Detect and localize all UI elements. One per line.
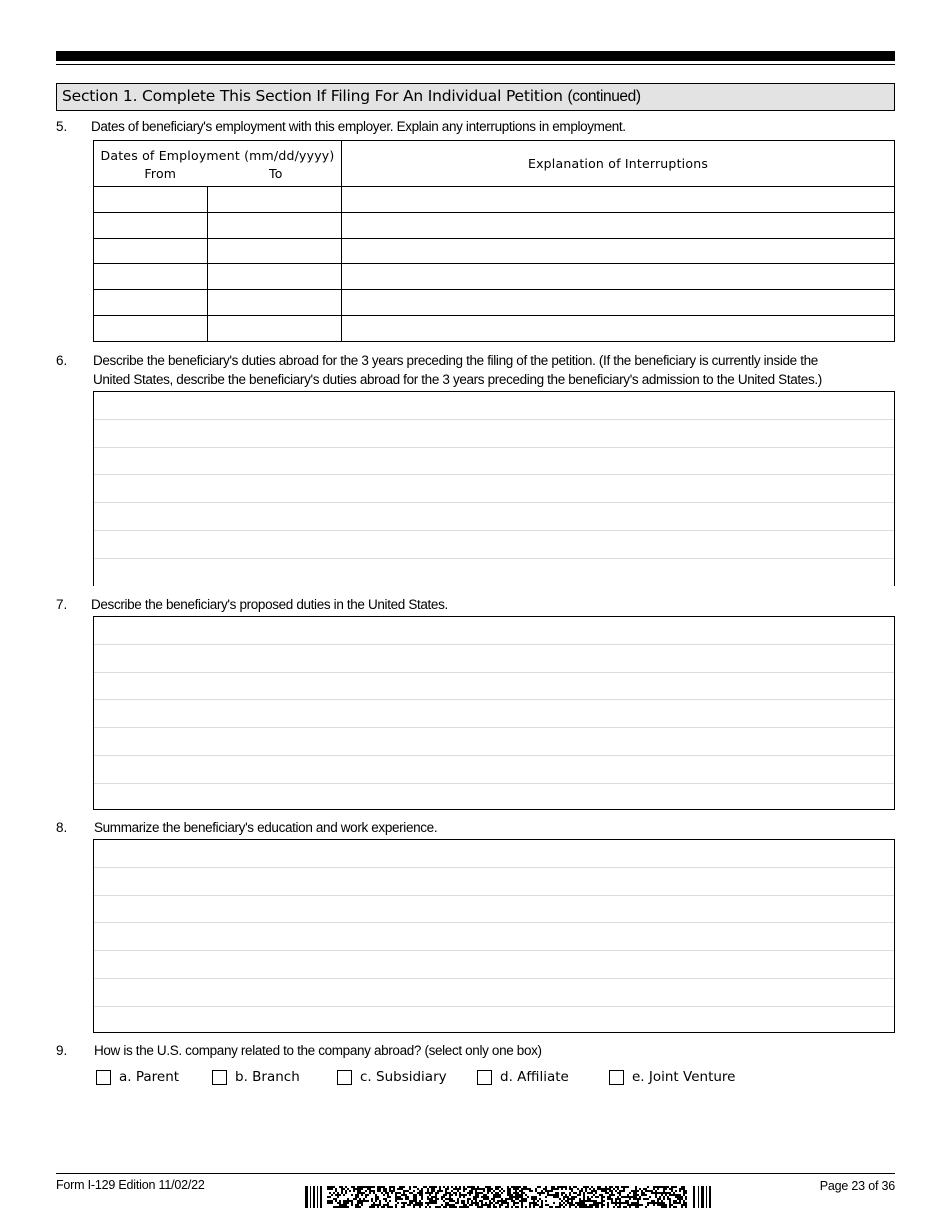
checkbox-affiliate[interactable]	[477, 1070, 492, 1085]
explanation-header: Explanation of Interruptions	[342, 141, 895, 187]
option-label: a. Parent	[119, 1069, 180, 1085]
barcode	[305, 1186, 713, 1208]
footer-rule	[56, 1173, 895, 1174]
item-6-number: 6.	[56, 353, 68, 368]
text-line	[94, 617, 894, 645]
item-7-number: 7.	[56, 597, 68, 612]
item-9-question: How is the U.S. company related to the company abroad? (select only one box)	[94, 1043, 542, 1058]
explanation-field[interactable]	[342, 212, 895, 238]
from-date-field[interactable]	[94, 290, 208, 316]
text-line	[94, 951, 894, 979]
checkbox-joint-venture[interactable]	[609, 1070, 624, 1085]
option-joint-venture[interactable]	[609, 1069, 735, 1085]
text-line	[94, 1007, 894, 1035]
from-date-field[interactable]	[94, 315, 208, 341]
employment-row	[94, 187, 895, 213]
item-9-number: 9.	[56, 1043, 68, 1058]
explanation-field[interactable]	[342, 315, 895, 341]
employment-row	[94, 238, 895, 264]
text-line	[94, 559, 894, 587]
from-date-field[interactable]	[94, 187, 208, 213]
employment-row	[94, 264, 895, 290]
proposed-duties-field[interactable]	[93, 616, 895, 810]
text-line	[94, 840, 894, 868]
to-date-field[interactable]	[208, 187, 342, 213]
text-line	[94, 531, 894, 559]
option-label: b. Branch	[235, 1069, 300, 1085]
explanation-field[interactable]	[342, 238, 895, 264]
to-date-field[interactable]	[208, 315, 342, 341]
text-line	[94, 756, 894, 784]
text-line	[94, 923, 894, 951]
option-label: d. Affiliate	[500, 1069, 569, 1085]
section-continued: (continued)	[567, 88, 641, 105]
option-subsidiary[interactable]	[337, 1069, 447, 1085]
duties-abroad-field[interactable]	[93, 391, 895, 586]
education-experience-field[interactable]	[93, 839, 895, 1033]
text-line	[94, 475, 894, 503]
option-affiliate[interactable]	[477, 1069, 569, 1085]
checkbox-subsidiary[interactable]	[337, 1070, 352, 1085]
option-parent[interactable]	[96, 1069, 179, 1085]
text-line	[94, 673, 894, 701]
form-edition: Form I-129 Edition 11/02/22	[56, 1178, 205, 1192]
item-5-question: Dates of beneficiary's employment with this employer. Explain any interruptions in employment.	[91, 119, 626, 134]
item-8-number: 8.	[56, 820, 68, 835]
text-line	[94, 392, 894, 420]
dates-of-employment-header	[94, 141, 342, 187]
option-label: c. Subsidiary	[360, 1069, 447, 1085]
from-date-field[interactable]	[94, 212, 208, 238]
text-line	[94, 784, 894, 812]
item-6-question-line1: Describe the beneficiary's duties abroad for the 3 years preceding the filing of the petition. (If the beneficiary is currently inside the	[93, 353, 818, 368]
section-title: Section 1. Complete This Section If Filing For An Individual Petition	[62, 87, 563, 105]
checkbox-parent[interactable]	[96, 1070, 111, 1085]
checkbox-branch[interactable]	[212, 1070, 227, 1085]
dates-header-label: Dates of Employment (mm/dd/yyyy)	[100, 147, 335, 163]
to-header: To	[269, 165, 283, 181]
section-header	[56, 83, 895, 111]
employment-row	[94, 290, 895, 316]
text-line	[94, 868, 894, 896]
employment-row	[94, 212, 895, 238]
item-7-question: Describe the beneficiary's proposed duties in the United States.	[91, 597, 448, 612]
company-relation-options	[96, 1069, 796, 1089]
item-8-question: Summarize the beneficiary's education and work experience.	[94, 820, 438, 835]
page-number: Page 23 of 36	[819, 1179, 895, 1193]
to-date-field[interactable]	[208, 212, 342, 238]
to-date-field[interactable]	[208, 264, 342, 290]
from-date-field[interactable]	[94, 264, 208, 290]
text-line	[94, 896, 894, 924]
to-date-field[interactable]	[208, 238, 342, 264]
explanation-field[interactable]	[342, 187, 895, 213]
text-line	[94, 979, 894, 1007]
item-6-question-line2: United States, describe the beneficiary's duties abroad for the 3 years preceding the beneficiary's admission to the United States.)	[93, 372, 822, 387]
option-label: e. Joint Venture	[632, 1069, 736, 1085]
text-line	[94, 503, 894, 531]
text-line	[94, 645, 894, 673]
employment-table-header	[94, 141, 895, 187]
top-rule-thin	[56, 64, 895, 65]
option-branch[interactable]	[212, 1069, 300, 1085]
text-line	[94, 420, 894, 448]
to-date-field[interactable]	[208, 290, 342, 316]
employment-row	[94, 315, 895, 341]
from-header: From	[144, 165, 177, 181]
from-date-field[interactable]	[94, 238, 208, 264]
item-5-number: 5.	[56, 119, 68, 134]
employment-table	[93, 140, 895, 342]
explanation-field[interactable]	[342, 290, 895, 316]
text-line	[94, 448, 894, 476]
top-rule	[56, 51, 895, 61]
text-line	[94, 728, 894, 756]
explanation-field[interactable]	[342, 264, 895, 290]
text-line	[94, 700, 894, 728]
